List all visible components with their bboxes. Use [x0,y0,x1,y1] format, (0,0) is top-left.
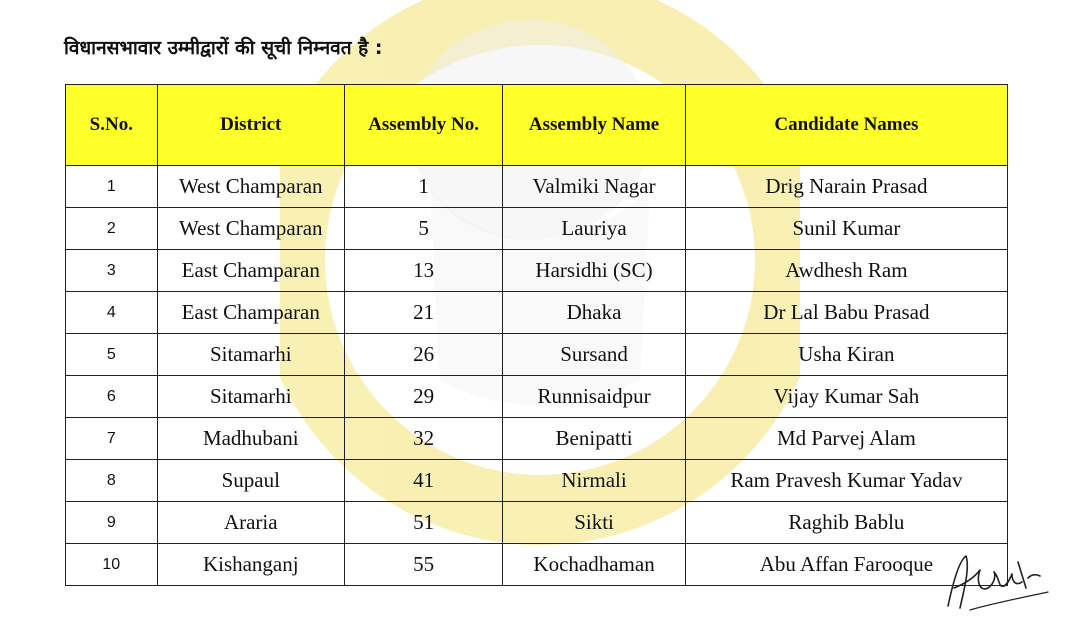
table-row [66,544,1008,586]
table-row [66,418,1008,460]
cell-assembly-no: 51 [344,502,502,544]
cell-assembly-name: Dhaka [503,292,686,334]
cell-candidate: Drig Narain Prasad [685,166,1007,208]
table-row [66,334,1008,376]
column-header-assembly-name: Assembly Name [503,85,686,166]
table-header-row [66,85,1008,166]
cell-candidate: Dr Lal Babu Prasad [685,292,1007,334]
column-header-assembly-no: Assembly No. [344,85,502,166]
cell-assembly-name: Benipatti [503,418,686,460]
cell-sno: 2 [66,208,158,250]
cell-district: Araria [157,502,344,544]
cell-sno: 6 [66,376,158,418]
candidate-list-table [65,84,1008,586]
cell-candidate: Awdhesh Ram [685,250,1007,292]
cell-sno: 5 [66,334,158,376]
cell-assembly-no: 5 [344,208,502,250]
cell-candidate: Md Parvej Alam [685,418,1007,460]
cell-district: Supaul [157,460,344,502]
cell-sno: 8 [66,460,158,502]
table-row [66,250,1008,292]
column-header-district: District [157,85,344,166]
table-row [66,208,1008,250]
cell-assembly-no: 29 [344,376,502,418]
cell-candidate: Usha Kiran [685,334,1007,376]
cell-assembly-name: Sikti [503,502,686,544]
cell-candidate: Abu Affan Farooque [685,544,1007,586]
table-row [66,292,1008,334]
cell-sno: 9 [66,502,158,544]
table-row [66,376,1008,418]
cell-district: East Champaran [157,292,344,334]
cell-sno: 1 [66,166,158,208]
cell-assembly-name: Valmiki Nagar [503,166,686,208]
table-row [66,502,1008,544]
cell-district: Sitamarhi [157,376,344,418]
cell-assembly-name: Sursand [503,334,686,376]
column-header-sno: S.No. [66,85,158,166]
cell-district: West Champaran [157,166,344,208]
cell-district: West Champaran [157,208,344,250]
cell-assembly-no: 1 [344,166,502,208]
cell-district: Sitamarhi [157,334,344,376]
cell-assembly-name: Lauriya [503,208,686,250]
cell-district: Madhubani [157,418,344,460]
cell-assembly-name: Runnisaidpur [503,376,686,418]
cell-assembly-no: 55 [344,544,502,586]
cell-candidate: Vijay Kumar Sah [685,376,1007,418]
cell-assembly-name: Kochadhaman [503,544,686,586]
page-heading: विधानसभावार उम्मीद्वारों की सूची निम्नवत है : [64,37,383,59]
cell-district: Kishanganj [157,544,344,586]
handwritten-signature-icon [940,548,1050,614]
cell-candidate: Ram Pravesh Kumar Yadav [685,460,1007,502]
cell-district: East Champaran [157,250,344,292]
cell-sno: 3 [66,250,158,292]
cell-assembly-no: 41 [344,460,502,502]
cell-assembly-no: 26 [344,334,502,376]
cell-assembly-no: 32 [344,418,502,460]
column-header-candidate-names: Candidate Names [685,85,1007,166]
cell-assembly-no: 13 [344,250,502,292]
cell-assembly-no: 21 [344,292,502,334]
cell-assembly-name: Nirmali [503,460,686,502]
table-row [66,460,1008,502]
cell-sno: 10 [66,544,158,586]
cell-sno: 7 [66,418,158,460]
table-row [66,166,1008,208]
cell-candidate: Sunil Kumar [685,208,1007,250]
cell-sno: 4 [66,292,158,334]
cell-candidate: Raghib Bablu [685,502,1007,544]
cell-assembly-name: Harsidhi (SC) [503,250,686,292]
